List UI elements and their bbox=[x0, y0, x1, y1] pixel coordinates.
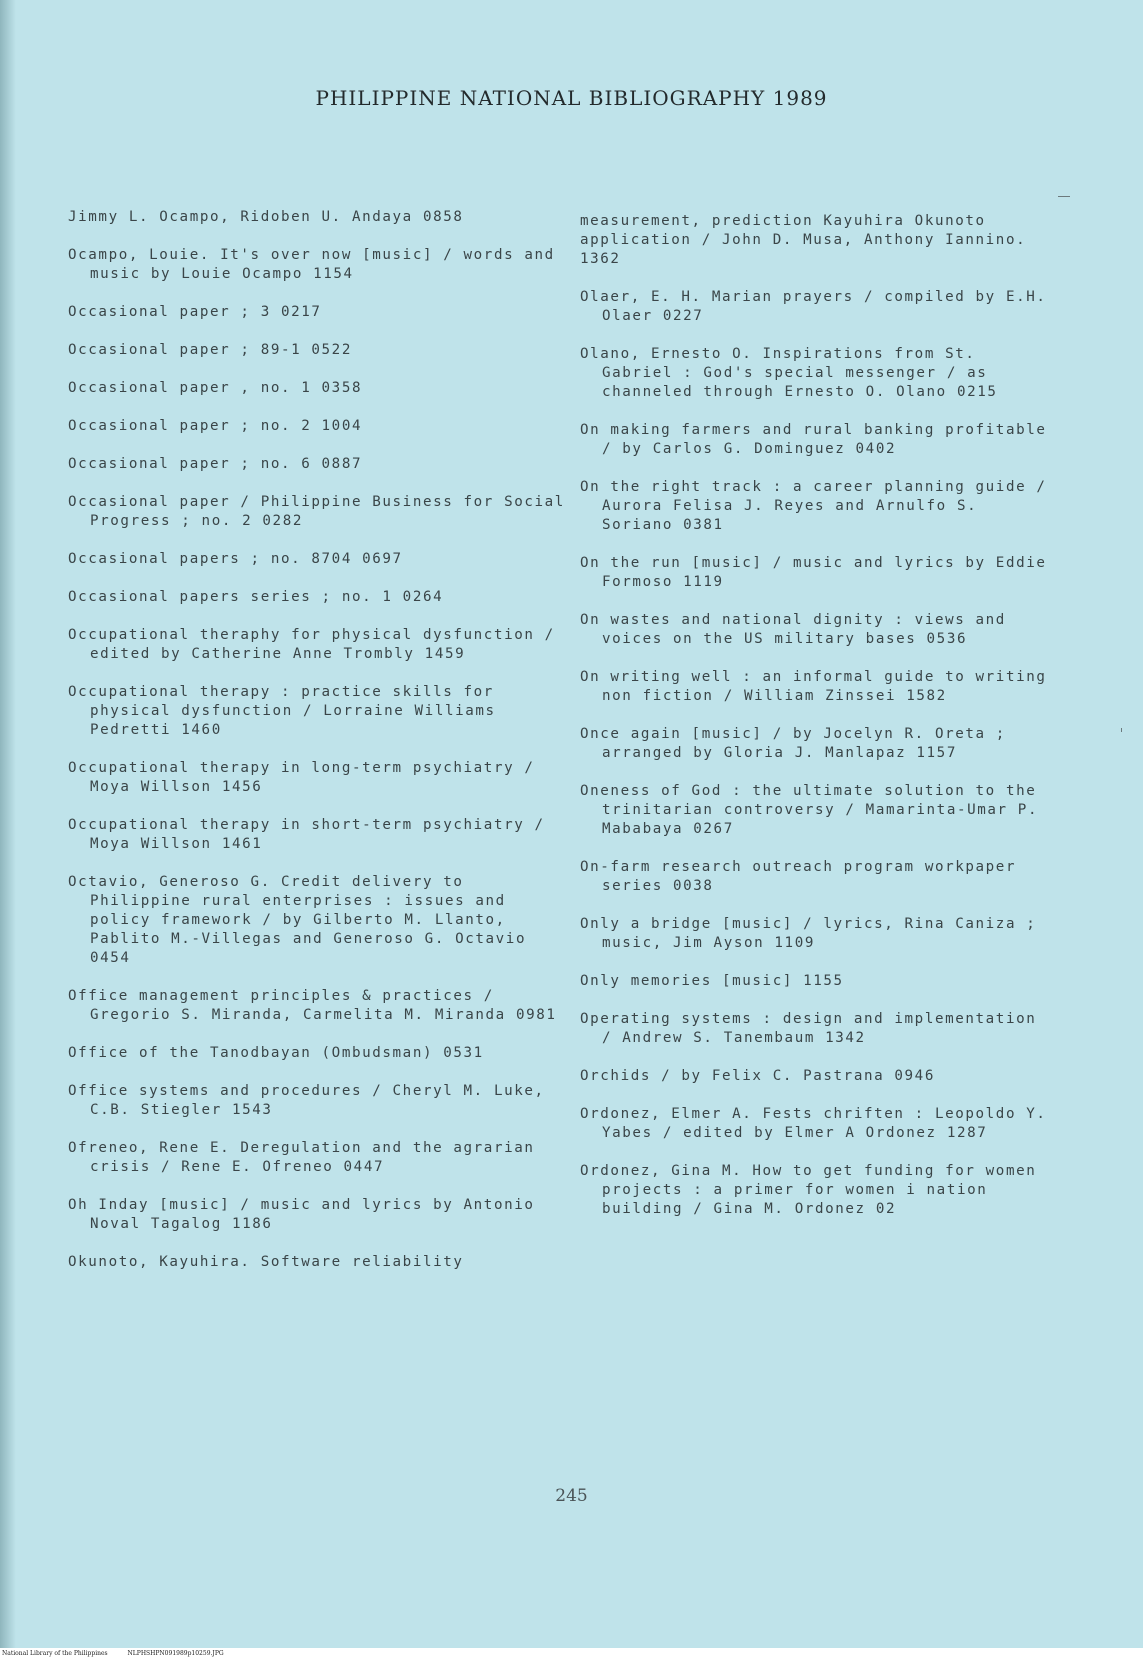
entry-office-systems: Office systems and procedures / Cheryl M. Luke, C.B. Stiegler 1543 bbox=[68, 1083, 545, 1118]
entry-office-management: Office management principles & practices / Gregorio S. Miranda, Carmelita M. Miranda 0981 bbox=[68, 988, 557, 1023]
entry-on-farm-research: On-farm research outreach program workpaper series 0038 bbox=[580, 859, 1017, 894]
scan-mark bbox=[1121, 728, 1122, 732]
entry-only-a-bridge: Only a bridge [music] / lyrics, Rina Caniza ; music, Jim Ayson 1109 bbox=[580, 916, 1037, 951]
entry-occupational-theraphy: Occupational theraphy for physical dysfunction / edited by Catherine Anne Trombly 1459 bbox=[68, 627, 555, 662]
footer-library: National Library of the Philippines bbox=[2, 1650, 108, 1657]
right-column bbox=[580, 212, 1050, 1238]
entry-oneness-of-god: Oneness of God : the ultimate solution to the trinitarian controversy / Mamarinta-Umar P. Mababaya 0267 bbox=[580, 783, 1039, 837]
entry-octavio-generoso: Octavio, Generoso G. Credit delivery to Philippine rural enterprises : issues and policy framework / by Gilberto M. Llanto, Pablito M.-Villegas and Generoso G. Octavio 0454 bbox=[68, 874, 527, 966]
entry-occupational-therapy-short-term: Occupational therapy in short-term psychiatry / Moya Willson 1461 bbox=[68, 817, 545, 852]
entry-ocampo-louie: Ocampo, Louie. It's over now [music] / words and music by Louie Ocampo 1154 bbox=[68, 247, 555, 282]
entry-okunoto-kayuhira: Okunoto, Kayuhira. Software reliability bbox=[68, 1254, 464, 1270]
entry-occupational-therapy-practice: Occupational therapy : practice skills for physical dysfunction / Lorraine Williams Pedretti 1460 bbox=[68, 684, 496, 738]
entry-on-making-farmers: On making farmers and rural banking profitable / by Carlos G. Dominguez 0402 bbox=[580, 422, 1047, 457]
entry-on-the-run: On the run [music] / music and lyrics by Eddie Formoso 1119 bbox=[580, 555, 1047, 590]
entry-olano-ernesto: Olano, Ernesto O. Inspirations from St. Gabriel : God's special messenger / as channeled through Ernesto O. Olano 0215 bbox=[580, 346, 998, 400]
entry-ocampo-continuation: Jimmy L. Ocampo, Ridoben U. Andaya 0858 bbox=[68, 209, 464, 225]
left-column bbox=[68, 208, 568, 1291]
entry-occasional-papers-series: Occasional papers series ; no. 1 0264 bbox=[68, 589, 444, 605]
footer-file-id: NLPHSHPN091989p10259.JPG bbox=[127, 1650, 224, 1657]
entry-operating-systems: Operating systems : design and implementation / Andrew S. Tanembaum 1342 bbox=[580, 1011, 1037, 1046]
footer-strip bbox=[0, 1648, 1143, 1658]
entry-ordonez-gina: Ordonez, Gina M. How to get funding for women projects : a primer for women i nation building / Gina M. Ordonez 02 bbox=[580, 1163, 1037, 1217]
page-number: 245 bbox=[555, 1486, 588, 1506]
entry-on-writing-well: On writing well : an informal guide to writing non fiction / William Zinssei 1582 bbox=[580, 669, 1047, 704]
entry-once-again: Once again [music] / by Jocelyn R. Oreta ; arranged by Gloria J. Manlapaz 1157 bbox=[580, 726, 1006, 761]
entry-orchids: Orchids / by Felix C. Pastrana 0946 bbox=[580, 1068, 935, 1084]
entry-occasional-paper: Occasional paper ; no. 6 0887 bbox=[68, 456, 363, 472]
entry-occasional-papers: Occasional papers ; no. 8704 0697 bbox=[68, 551, 403, 567]
entry-occupational-therapy-long-term: Occupational therapy in long-term psychiatry / Moya Willson 1456 bbox=[68, 760, 535, 795]
scan-mark bbox=[1058, 196, 1070, 197]
entry-on-the-right-track: On the right track : a career planning guide / Aurora Felisa J. Reyes and Arnulfo S. Soriano 0381 bbox=[580, 479, 1047, 533]
entry-occasional-paper: Occasional paper , no. 1 0358 bbox=[68, 380, 363, 396]
scan-edge-shadow bbox=[0, 0, 16, 1648]
footer-caption bbox=[2, 1650, 242, 1657]
entry-office-tanodbayan: Office of the Tanodbayan (Ombudsman) 0531 bbox=[68, 1045, 484, 1061]
entry-oh-inday: Oh Inday [music] / music and lyrics by Antonio Noval Tagalog 1186 bbox=[68, 1197, 535, 1232]
entry-occasional-paper: Occasional paper ; 89-1 0522 bbox=[68, 342, 352, 358]
entry-occasional-paper: Occasional paper ; no. 2 1004 bbox=[68, 418, 363, 434]
entry-ofreneo-rene: Ofreneo, Rene E. Deregulation and the agrarian crisis / Rene E. Ofreneo 0447 bbox=[68, 1140, 535, 1175]
entry-occasional-paper-pbsp: Occasional paper / Philippine Business for Social Progress ; no. 2 0282 bbox=[68, 494, 565, 529]
entry-olaer: Olaer, E. H. Marian prayers / compiled by E.H. Olaer 0227 bbox=[580, 289, 1047, 324]
entry-occasional-paper: Occasional paper ; 3 0217 bbox=[68, 304, 322, 320]
entry-only-memories: Only memories [music] 1155 bbox=[580, 973, 844, 989]
entry-on-wastes: On wastes and national dignity : views and voices on the US military bases 0536 bbox=[580, 612, 1006, 647]
entry-okunoto-continuation: measurement, prediction Kayuhira Okunoto application / John D. Musa, Anthony Iannino. 1362 bbox=[580, 213, 1027, 267]
page-title: PHILIPPINE NATIONAL BIBLIOGRAPHY 1989 bbox=[315, 86, 828, 110]
entry-ordonez-elmer: Ordonez, Elmer A. Fests chriften : Leopoldo Y. Yabes / edited by Elmer A Ordonez 1287 bbox=[580, 1106, 1047, 1141]
